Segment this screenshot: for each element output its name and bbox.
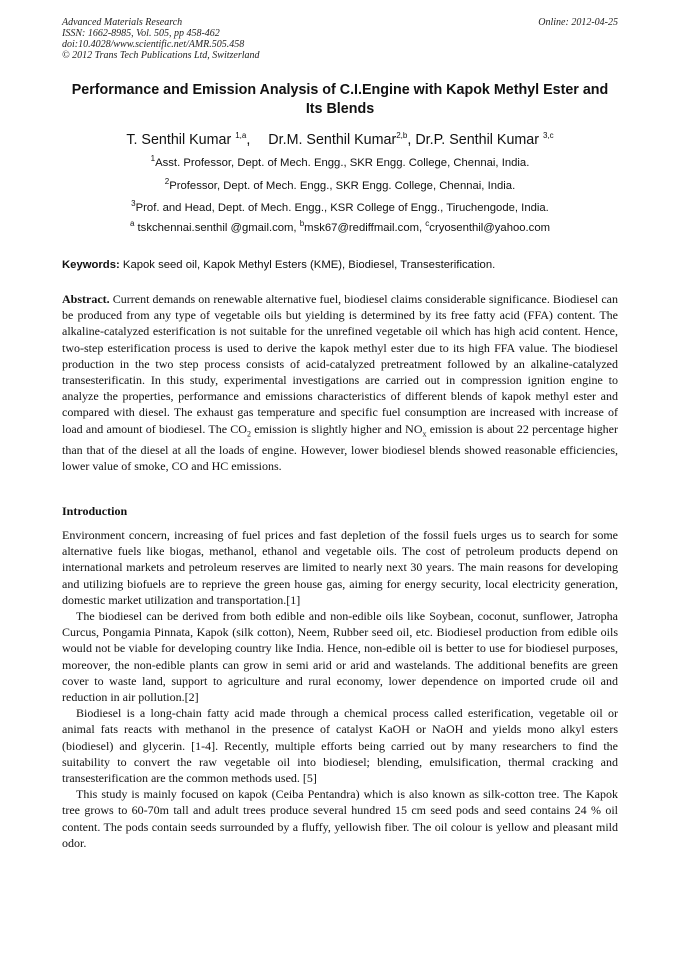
abstract: [62, 291, 618, 475]
affiliation-sup: 3: [131, 199, 136, 209]
author-sup: 1,a: [235, 131, 247, 141]
keywords-text: Kapok seed oil, Kapok Methyl Esters (KME), Biodiesel, Transesterification.: [122, 259, 496, 271]
author-list: [62, 131, 618, 149]
co2-subscript: 2: [246, 429, 251, 439]
copyright-line: © 2012 Trans Tech Publications Ltd, Switzerland: [62, 50, 260, 61]
author-name: Dr.M. Senthil Kumar: [268, 132, 397, 148]
paragraph: Environment concern, increasing of fuel prices and fast depletion of the fossil fuels urges us to search for some alternative fuels like biogas, methanol, ethanol and vegetable oils. The cost of petroleum products depend on international markets and petroleum reserves are limited to nearly next 30 years. The main reasons for developing and utilizing biofuels are to reprieve the green house gas, aiming for energy security, local electricity generation, domestic market utilization and transportation.[1]: [62, 528, 618, 607]
affiliation: [62, 199, 618, 215]
journal-header: [62, 17, 618, 61]
affiliation: [62, 177, 618, 193]
author-sup: 2,b: [396, 131, 408, 141]
paragraph: This study is mainly focused on kapok (Ceiba Pentandra) which is also known as silk-cotton tree. The Kapok tree grows to 60-70m tall and adult trees produce several hundred 15 cm seed pods and seed contains 24 % oil content. The pods contain seeds surrounded by a fluffy, yellowish fiber. The oil colour is yellow and pleasant mild odor.: [62, 787, 618, 850]
keywords-line: [62, 259, 618, 272]
abstract-label: Abstract.: [62, 292, 110, 306]
paragraph: The biodiesel can be derived from both edible and non-edible oils like Soybean, coconut, sunflower, Jatropha Curcus, Pongamia Pinnata, Kapok (silk cotton), Neem, Rubber seed oil, etc. Biodiesel production from edible oils would not be viable for developing country like India. Hence, non-edible oil is better to use for biodiesel purposes, moreover, the non-edible plants can grow in semi arid or arid and wastelands. The additional benefits are green cover to waste land, support to agriculture and rural economy, lower dependence on imported crude oil and reduction in air pollution.[2]: [62, 609, 618, 705]
author-sep: ,: [246, 132, 251, 148]
journal-name: Advanced Materials Research: [62, 17, 183, 28]
paragraph: Biodiesel is a long-chain fatty acid made through a chemical process called esterification, vegetable oil or animal fats reacts with methanol in the presence of catalyst KaOH or NaOH and yields mono alkyl esters (biodiesel) and glycerin. [1-4]. Recently, multiple efforts being carried out by many researchers to find the suitability to convert the raw vegetable oil into biodiesel; blending, emulsification, thermal cracking and transesterification are the common methods used. [5]: [62, 706, 618, 786]
email-address: tskchennai.senthil @gmail.com,: [137, 222, 297, 234]
author-sep: ,: [407, 132, 412, 148]
abstract-text: Current demands on renewable alternative fuel, biodiesel claims considerable significance. Biodiesel can be produced from any type of vegetable oils but yielding is determined by its free fatty acid (FFA) content. The alkaline-catalyzed esterification is not suitable for the unrefined vegetable oil which has high acid content. Hence, two-step esterification process is used to derive the kapok methyl ester due to its high FFA value. The biodiesel production in the two step process consists of acid-catalyzed pretreatment followed by an alkaline-catalyzed transesterificatin. In this study, experimental investigations are carried out in compression ignition engine to analyze the properties, performance and emissions characteristics of different blends of kapok methyl ester and compared with diesel. The exhaust gas temperature and specific fuel consumption are increased with increase of load and amount of biodiesel. The CO: [62, 292, 619, 436]
affiliation-sup: 2: [164, 177, 170, 187]
paper-title: Performance and Emission Analysis of C.I.Engine with Kapok Methyl Ester and Its Blends: [71, 82, 609, 117]
abstract-text: emission is slightly higher and NO: [250, 421, 423, 436]
introduction-body: [62, 527, 618, 851]
email-sup: a: [129, 219, 135, 229]
affiliation-sup: 1: [150, 154, 156, 164]
author-name: T. Senthil Kumar: [126, 132, 232, 148]
author-sup: 3,c: [543, 131, 554, 141]
affiliation-text: Prof. and Head, Dept. of Mech. Engg., KSR College of Engg., Tiruchengode, India.: [135, 202, 549, 214]
affiliation-text: Professor, Dept. of Mech. Engg., SKR Engg. College, Chennai, India.: [169, 180, 516, 192]
nox-subscript: x: [422, 429, 427, 439]
email-sup: b: [299, 219, 305, 229]
introduction-heading: Introduction: [62, 504, 128, 518]
email-address: msk67@rediffmail.com,: [304, 222, 423, 234]
affiliation-text: Asst. Professor, Dept. of Mech. Engg., SKR Engg. College, Chennai, India.: [155, 157, 530, 169]
email-line: [62, 219, 618, 235]
abstract-text: emission is about 22 percentage higher than that of the diesel at all the loads of engine. However, lower biodiesel blends showed reasonable efficiencies, lower value of smoke, CO and HC emissions.: [62, 421, 618, 474]
doi-line: doi:10.4028/www.scientific.net/AMR.505.458: [62, 39, 245, 50]
affiliation: [62, 154, 618, 170]
issn-line: ISSN: 1662-8985, Vol. 505, pp 458-462: [62, 28, 220, 39]
email-address: cryosenthil@yahoo.com: [429, 222, 551, 234]
keywords-label: Keywords:: [62, 259, 120, 271]
online-date: Online: 2012-04-25: [538, 17, 618, 28]
email-sup: c: [425, 219, 430, 229]
author-name: Dr.P. Senthil Kumar: [415, 132, 540, 148]
